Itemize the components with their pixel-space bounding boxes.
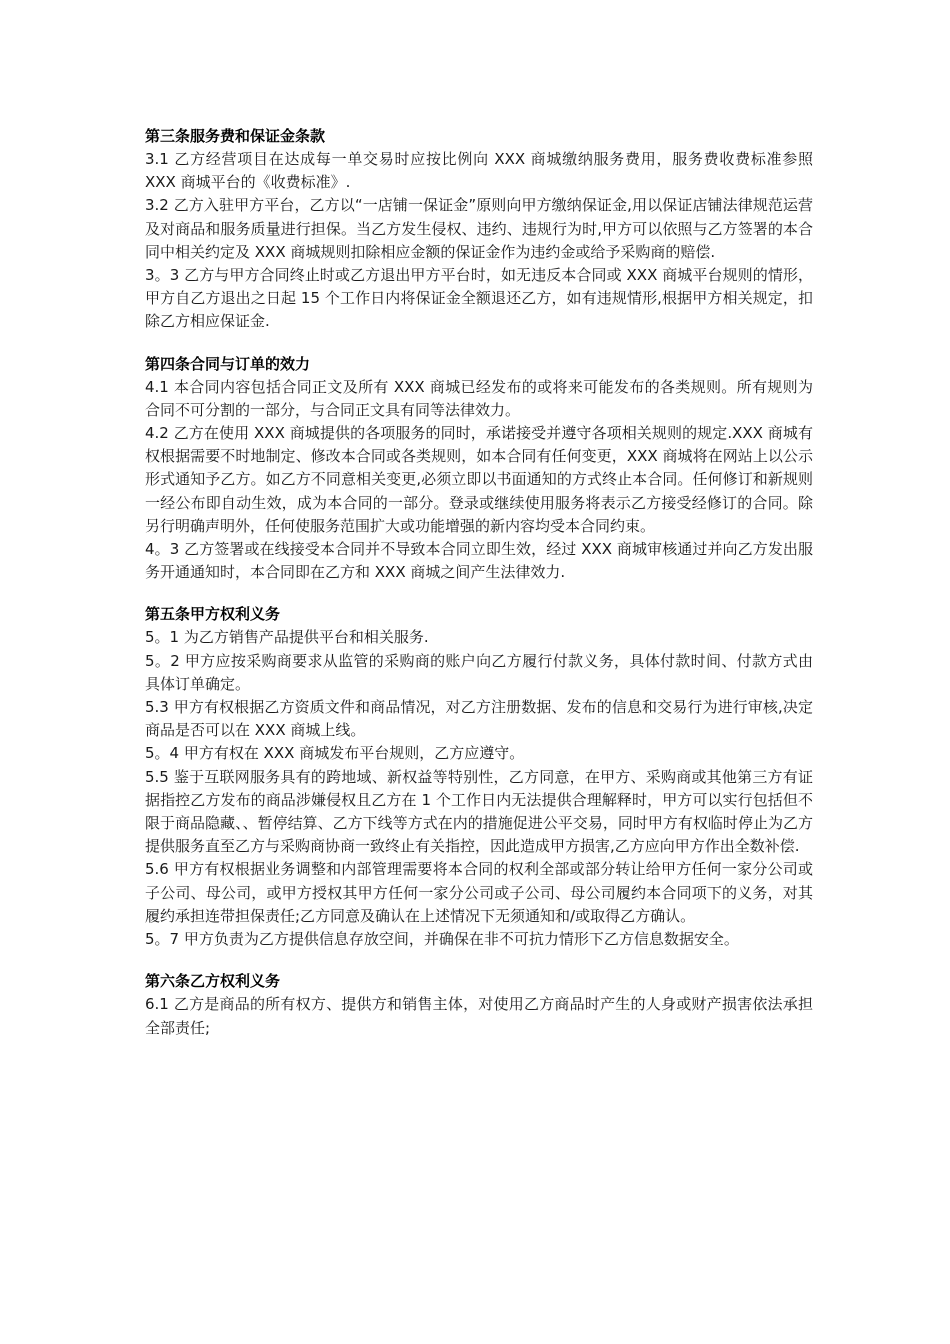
- clause-5-7: 5。7 甲方负责为乙方提供信息存放空间，并确保在非不可抗力情形下乙方信息数据安全。: [145, 930, 739, 949]
- clause-3-3: 3。3 乙方与甲方合同终止时或乙方退出甲方平台时，如无违反本合同或 XXX 商城平台规则的情形，甲方自乙方退出之日起 15 个工作日内将保证金全额退还乙方，如有违规情形,根据甲方相关规定，扣除乙方相应保证金.: [145, 266, 813, 331]
- section-6: [145, 970, 813, 1039]
- section-heading: 第四条合同与订单的效力: [145, 354, 311, 373]
- section-heading: 第六条乙方权利义务: [145, 972, 281, 991]
- clause-5-4: 5。4 甲方有权在 XXX 商城发布平台规则，乙方应遵守。: [145, 744, 525, 763]
- clause-3-2: 3.2 乙方入驻甲方平台，乙方以“一店铺一保证金”原则向甲方缴纳保证金,用以保证店铺法律规范运营及对商品和服务质量进行担保。当乙方发生侵权、违约、违规行为时,甲方可以依照与乙方签署的本合同中相关约定及 XXX 商城规则扣除相应金额的保证金作为违约金或给予采购商的赔偿.: [145, 196, 813, 261]
- clause-5-6: 5.6 甲方有权根据业务调整和内部管理需要将本合同的权利全部或部分转让给甲方任何一家分公司或子公司、母公司，或甲方授权其甲方任何一家分公司或子公司、母公司履约本合同项下的义务，对其履约承担连带担保责任;乙方同意及确认在上述情况下无须通知和/或取得乙方确认。: [145, 860, 813, 925]
- document-page: [145, 125, 813, 1059]
- clause-5-3: 5.3 甲方有权根据乙方资质文件和商品情况，对乙方注册数据、发布的信息和交易行为进行审核,决定商品是否可以在 XXX 商城上线。: [145, 698, 813, 740]
- section-heading: 第三条服务费和保证金条款: [145, 127, 326, 145]
- clause-6-1: 6.1 乙方是商品的所有权方、提供方和销售主体，对使用乙方商品时产生的人身或财产损害依法承担全部责任;: [145, 995, 813, 1037]
- section-3: [145, 125, 813, 334]
- clause-4-2: 4.2 乙方在使用 XXX 商城提供的各项服务的同时，承诺接受并遵守各项相关规则的规定.XXX 商城有权根据需要不时地制定、修改本合同或各类规则，如本合同有任何变更，XXX 商城将在网站上以公示形式通知予乙方。如乙方不同意相关变更,必须立即以书面通知的方式终止本合同。任何修订和新规则一经公布即自动生效，成为本合同的一部分。登录或继续使用服务将表示乙方接受经修订的合同。除另行明确声明外，任何使服务范围扩大或功能增强的新内容均受本合同约束。: [145, 424, 813, 535]
- section-heading: 第五条甲方权利义务: [145, 605, 281, 624]
- section-5: [145, 603, 813, 951]
- section-4: [145, 353, 813, 585]
- clause-5-5: 5.5 鉴于互联网服务具有的跨地域、新权益等特别性，乙方同意，在甲方、采购商或其他第三方有证据指控乙方发布的商品涉嫌侵权且乙方在 1 个工作日内无法提供合理解释时，甲方可以实行包括但不限于商品隐藏、、暂停结算、乙方下线等方式在内的措施促进公平交易，同时甲方有权临时停止为乙方提供服务直至乙方与采购商协商一致终止有关指控，因此造成甲方损害,乙方应向甲方作出全数补偿.: [145, 767, 813, 856]
- clause-3-1: 3.1 乙方经营项目在达成每一单交易时应按比例向 XXX 商城缴纳服务费用，服务费收费标准参照 XXX 商城平台的《收费标准》.: [145, 150, 813, 192]
- clause-4-3: 4。3 乙方签署或在线接受本合同并不导致本合同立即生效，经过 XXX 商城审核通过并向乙方发出服务开通通知时，本合同即在乙方和 XXX 商城之间产生法律效力.: [145, 540, 813, 582]
- clause-5-2: 5。2 甲方应按采购商要求从监管的采购商的账户向乙方履行付款义务，具体付款时间、付款方式由具体订单确定。: [145, 651, 813, 693]
- clause-4-1: 4.1 本合同内容包括合同正文及所有 XXX 商城已经发布的或将来可能发布的各类规则。所有规则为合同不可分割的一部分，与合同正文具有同等法律效力。: [145, 377, 813, 419]
- clause-5-1: 5。1 为乙方销售产品提供平台和相关服务.: [145, 628, 429, 647]
